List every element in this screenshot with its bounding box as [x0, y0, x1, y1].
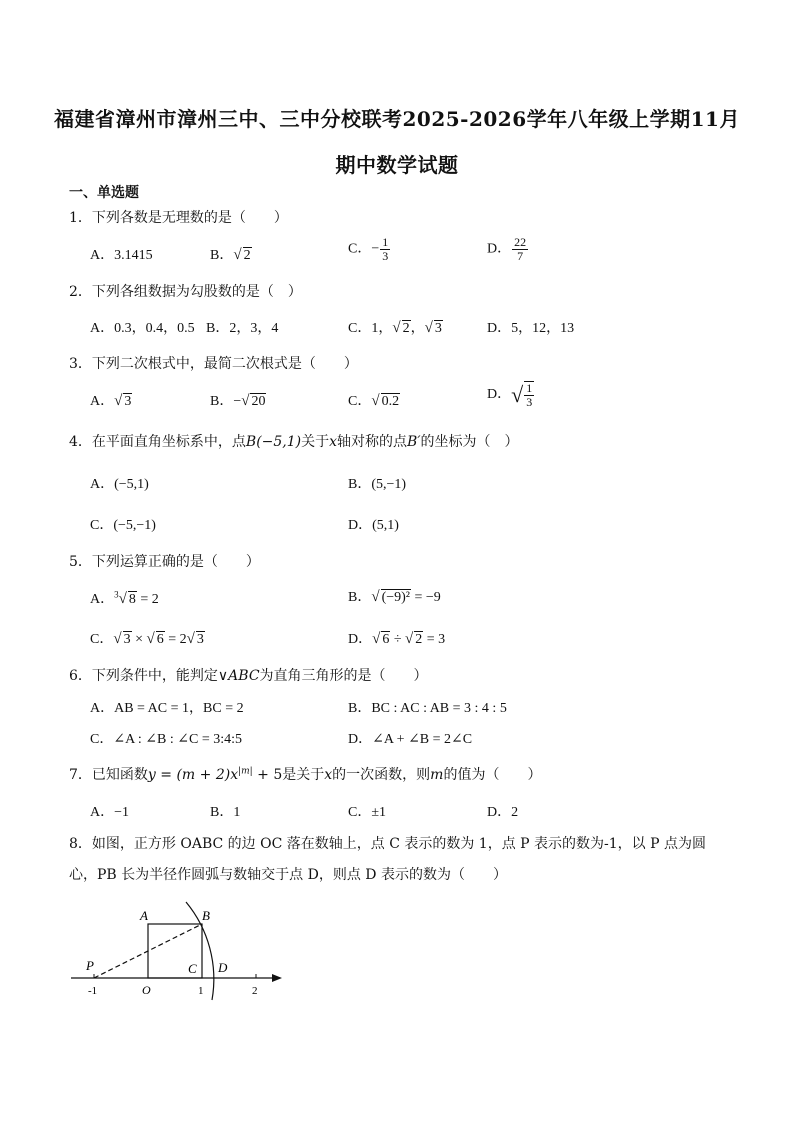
q6-option-a: A．AB = AC = 1，BC = 2 [90, 701, 244, 716]
q2-option-c: C．1，√ 2，√ 3 [348, 320, 442, 336]
q5-option-c: C．√ 3 × √ 6 = 2√ 3 [90, 631, 204, 647]
q5-option-a: A．$^3$√ 8 = 2 [90, 589, 159, 607]
q7-option-d: D．2 [487, 805, 519, 820]
exam-subtitle: 期中数学试题 [335, 153, 459, 177]
q6-option-c: C．∠A : ∠B : ∠C = 3:4:5 [90, 732, 242, 747]
label-p: P [86, 958, 94, 973]
tick-label-two: 2 [252, 985, 258, 997]
question-2: 2．下列各组数据为勾股数的是（ ） [69, 284, 302, 300]
q7-option-a: A．−1 [90, 805, 130, 820]
tick-label-one: 1 [198, 985, 204, 997]
q1-option-a: A．3.1415 [90, 248, 153, 263]
question-6: 6．下列条件中，能判定∨ABC为直角三角形的是（ ） [69, 668, 428, 684]
q2-option-d: D．5，12，13 [487, 321, 575, 336]
q2-option-a: A．0.3，0.4，0.5 [90, 321, 195, 336]
question-5: 5．下列运算正确的是（ ） [69, 554, 260, 570]
q4-option-a: A．(−5,1) [90, 477, 149, 492]
q1-option-c: C．− $\frac{1}{3}$ [348, 235, 389, 263]
question-4: 4．在平面直角坐标系中，点B(−5,1)关于x轴对称的点B′的坐标为（ ） [69, 434, 519, 450]
tick-label-minus1: -1 [88, 985, 98, 997]
q3-option-d: D．√ $\frac{1}{3}$ [487, 381, 533, 409]
label-b: B [202, 908, 210, 923]
number-line-figure [66, 900, 296, 1005]
q3-option-b: B．−√ 20 [210, 393, 266, 409]
q7-option-b: B．1 [210, 805, 241, 820]
q4-option-b: B．(5,−1) [348, 477, 407, 492]
question-7: 7．已知函数$y = (m + 2)x^{|m|} + 5$是关于x的一次函数，则m的值为（ ） [69, 766, 542, 783]
question-3: 3．下列二次根式中，最简二次根式是（ ） [69, 356, 358, 372]
q6-option-d: D．∠A + ∠B = 2∠C [348, 732, 473, 747]
label-o: O [142, 983, 151, 997]
exam-title: 福建省漳州市漳州三中、三中分校联考2025-2026学年八年级上学期11月 [54, 107, 740, 131]
question-8: 8．如图，正方形 OABC 的边 OC 落在数轴上，点 C 表示的数为 1，点 P 表示的数为-1，以 P 点为圆心，PB 长为半径作圆弧与数轴交于点 D，则点 D 表示的数为（ ） [69, 836, 706, 883]
label-d: D [218, 960, 228, 975]
q1-option-d: D． $\frac{22}{7}$ [487, 235, 527, 263]
label-a: A [140, 908, 148, 923]
question-1: 1．下列各数是无理数的是（ ） [69, 210, 288, 226]
q1-option-b: B．√ 2 [210, 247, 251, 263]
q6-option-b: B．BC : AC : AB = 3 : 4 : 5 [348, 701, 507, 716]
q2-option-b: B．2，3，4 [206, 321, 279, 336]
q4-option-d: D．(5,1) [348, 518, 399, 533]
q5-option-b: B．√ (−9)² = −9 [348, 589, 441, 605]
q3-option-a: A．√ 3 [90, 393, 132, 409]
q7-option-c: C．±1 [348, 805, 387, 820]
label-c: C [188, 961, 197, 976]
axis-arrow [272, 974, 282, 982]
q5-option-d: D．√ 6 ÷ √ 2 = 3 [348, 631, 446, 647]
q4-option-c: C．(−5,−1) [90, 518, 156, 533]
section-heading: 一、单选题 [69, 185, 139, 201]
q3-option-c: C．√ 0.2 [348, 393, 400, 409]
